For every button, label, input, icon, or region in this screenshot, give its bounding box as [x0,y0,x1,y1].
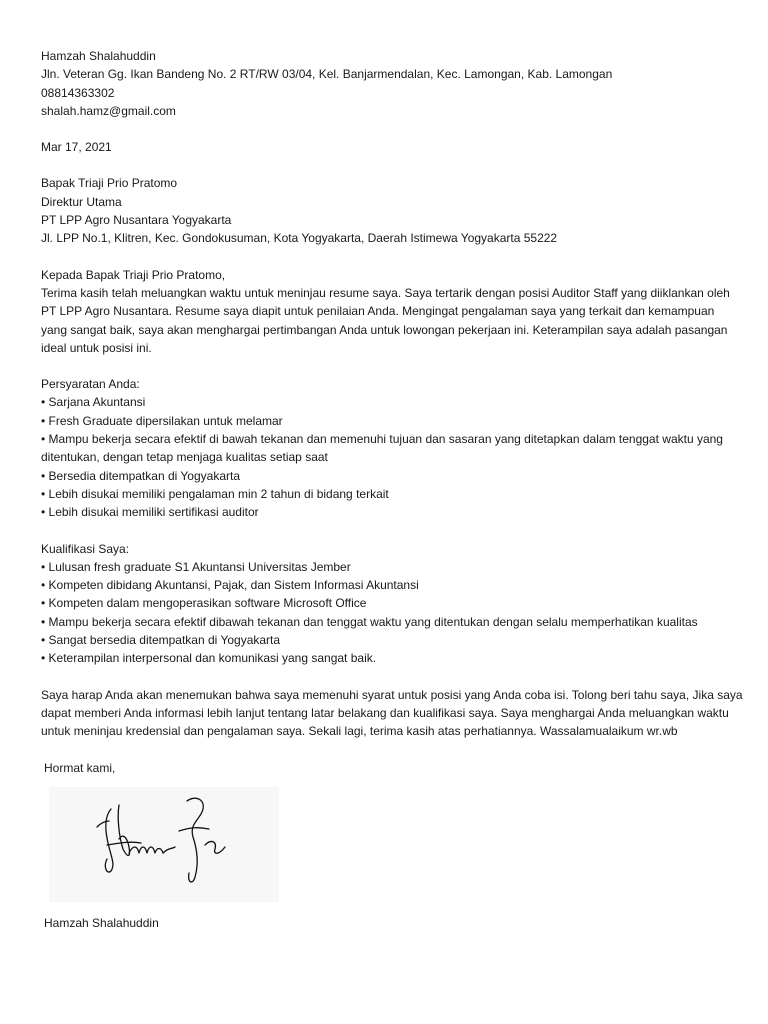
requirements-heading: Persyaratan Anda: [41,377,140,392]
salutation: Kepada Bapak Triaji Prio Pratomo, [41,267,226,282]
closing-line: untuk meninjau kredensial dan pengalaman saya. Sekali lagi, terima kasih atas perhatiannya. Wassalamualaikum wr.wb [41,724,678,739]
intro-line: Terima kasih telah meluangkan waktu untuk meninjau resume saya. Saya tertarik dengan posisi Auditor Staff yang diiklankan oleh [41,285,730,300]
list-item: • Mampu bekerja secara efektif di bawah tekanan dan memenuhi tujuan dan sasaran yang ditetapkan dalam tenggat waktu yang [41,430,731,448]
recipient-name: Bapak Triaji Prio Pratomo [41,176,178,191]
list-item: • Bersedia ditempatkan di Yogyakarta [41,467,731,485]
list-item: • Lebih disukai memiliki pengalaman min 2 tahun di bidang terkait [41,485,731,503]
intro-paragraph [41,266,731,357]
letter-date: Mar 17, 2021 [41,140,112,155]
list-item: • Fresh Graduate dipersilakan untuk melamar [41,412,731,430]
recipient-company: PT LPP Agro Nusantara Yogyakarta [41,213,232,228]
sender-address: Jln. Veteran Gg. Ikan Bandeng No. 2 RT/RW 03/04, Kel. Banjarmendalan, Kec. Lamongan, Kab. Lamongan [41,67,613,82]
requirements-list [41,375,731,521]
cover-letter [41,47,743,932]
recipient-address: Jl. LPP No.1, Klitren, Kec. Gondokusuman, Kota Yogyakarta, Daerah Istimewa Yogyakarta 55222 [41,231,558,246]
handwritten-signature-icon [49,787,731,902]
list-item: • Kompeten dibidang Akuntansi, Pajak, dan Sistem Informasi Akuntansi [41,576,731,594]
list-item: • Kompeten dalam mengoperasikan software Microsoft Office [41,594,731,612]
closing-paragraph [41,686,743,741]
closing-line: dapat memberi Anda informasi lebih lanjut tentang latar belakang dan kualifikasi saya. Saya menghargai Anda meluangkan waktu [41,705,729,720]
list-item: • Lulusan fresh graduate S1 Akuntansi Universitas Jember [41,558,731,576]
signer-name: Hamzah Shalahuddin [44,915,159,930]
list-item: • Keterampilan interpersonal dan komunikasi yang sangat baik. [41,649,731,667]
list-item-continuation: ditentukan, dengan tetap menjaga kualitas setiap saat [41,450,328,465]
sender-email: shalah.hamz@gmail.com [41,103,176,118]
list-item: • Lebih disukai memiliki sertifikasi auditor [41,503,731,521]
sender-block [41,47,731,120]
complimentary-close: Hormat kami, [44,760,116,775]
sender-phone: 08814363302 [41,85,115,100]
list-item: • Sangat bersedia ditempatkan di Yogyakarta [41,631,731,649]
list-item: • Mampu bekerja secara efektif dibawah tekanan dan tenggat waktu yang ditentukan dengan selalu memperhatikan kualitas [41,613,731,631]
recipient-block [41,174,731,247]
intro-line: yang sangat baik, saya akan menghargai pertimbangan Anda untuk lowongan pekerjaan ini. Keterampilan saya adalah pasangan [41,322,728,337]
recipient-title: Direktur Utama [41,194,122,209]
sender-name: Hamzah Shalahuddin [41,49,156,63]
list-item: • Sarjana Akuntansi [41,393,731,411]
qualifications-list [41,540,731,668]
intro-line: ideal untuk posisi ini. [41,340,152,355]
qualifications-heading: Kualifikasi Saya: [41,541,130,556]
intro-line: PT LPP Agro Nusantara. Resume saya diapit untuk penilaian Anda. Mengingat pengalaman saya yang terkait dan kemampuan [41,304,715,319]
closing-line: Saya harap Anda akan menemukan bahwa saya memenuhi syarat untuk posisi yang Anda coba isi. Tolong beri tahu saya, Jika saya [41,687,743,702]
